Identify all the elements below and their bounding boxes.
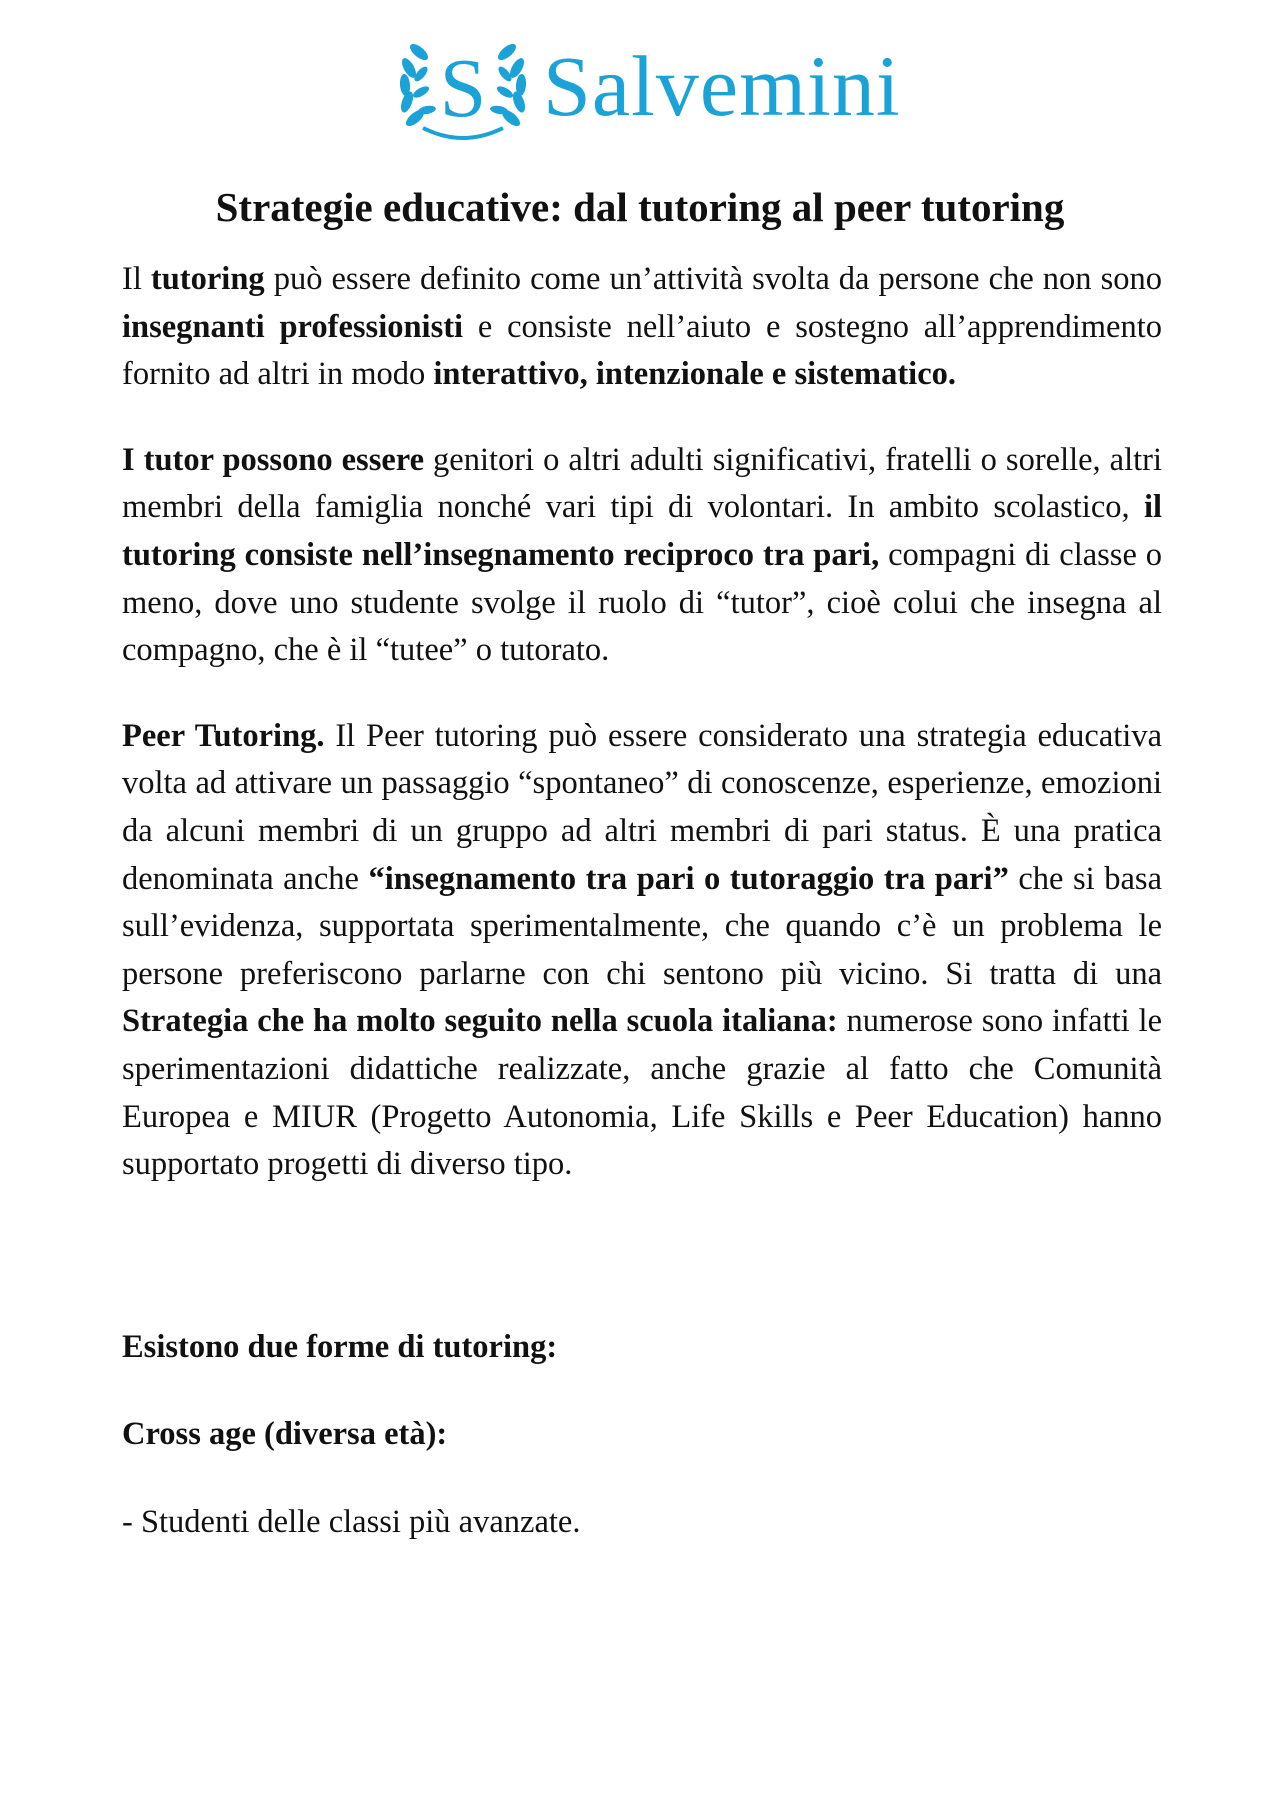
- logo-initial: S: [439, 42, 487, 135]
- heading-forms-of-tutoring: Esistono due forme di tutoring:: [122, 1328, 558, 1365]
- heading-cross-age: Cross age (diversa età):: [122, 1416, 448, 1453]
- paragraph-tutors: I tutor possono essere genitori o altri adulti significativi, fratelli o sorelle, altri membri della famiglia nonché vari tipi di volontari. In ambito scolastico, il tutoring consiste nell’insegnamento reciproco tra pari, compagni di classe o meno, dove uno studente svolge il ruolo di “tutor”, cioè colui che insegna al compagno, che è il “tutee” o tutorato.: [122, 441, 1163, 669]
- page-title: Strategie educative: dal tutoring al peer tutoring: [215, 184, 1065, 230]
- document-body: [122, 256, 1162, 1546]
- logo-wordmark: Salvemini: [543, 38, 901, 134]
- paragraph-peer-tutoring: Peer Tutoring. Il Peer tutoring può essere considerato una strategia educativa volta ad attivare un passaggio “spontaneo” di conoscenze, esperienze, emozioni da alcuni membri di un gruppo ad altri membri di pari status. È una pratica denominata anche “insegnamento tra pari o tutoraggio tra pari” che si basa sull’evidenza, supportata sperimentalmente, che quando c’è un problema le persone preferiscono parlarne con chi sentono più vicino. Si tratta di una Strategia che ha molto seguito nella scuola italiana: numerose sono infatti le sperimentazioni didattiche realizzate, anche grazie al fatto che Comunità Europea e MIUR (Progetto Autonomia, Life Skills e Peer Education) hanno supportato progetti di diverso tipo.: [122, 717, 1162, 1183]
- laurel-wreath-icon: [393, 30, 533, 150]
- list-item: - Studenti delle classi più avanzate.: [122, 1503, 581, 1540]
- paragraph-tutoring-definition: Il tutoring può essere definito come un’attività svolta da persone che non sono insegnanti professionisti e consiste nell’aiuto e sostegno all’apprendimento fornito ad altri in modo interattivo, intenzionale e sistematico.: [122, 261, 1162, 393]
- salvemini-logo: [393, 30, 913, 150]
